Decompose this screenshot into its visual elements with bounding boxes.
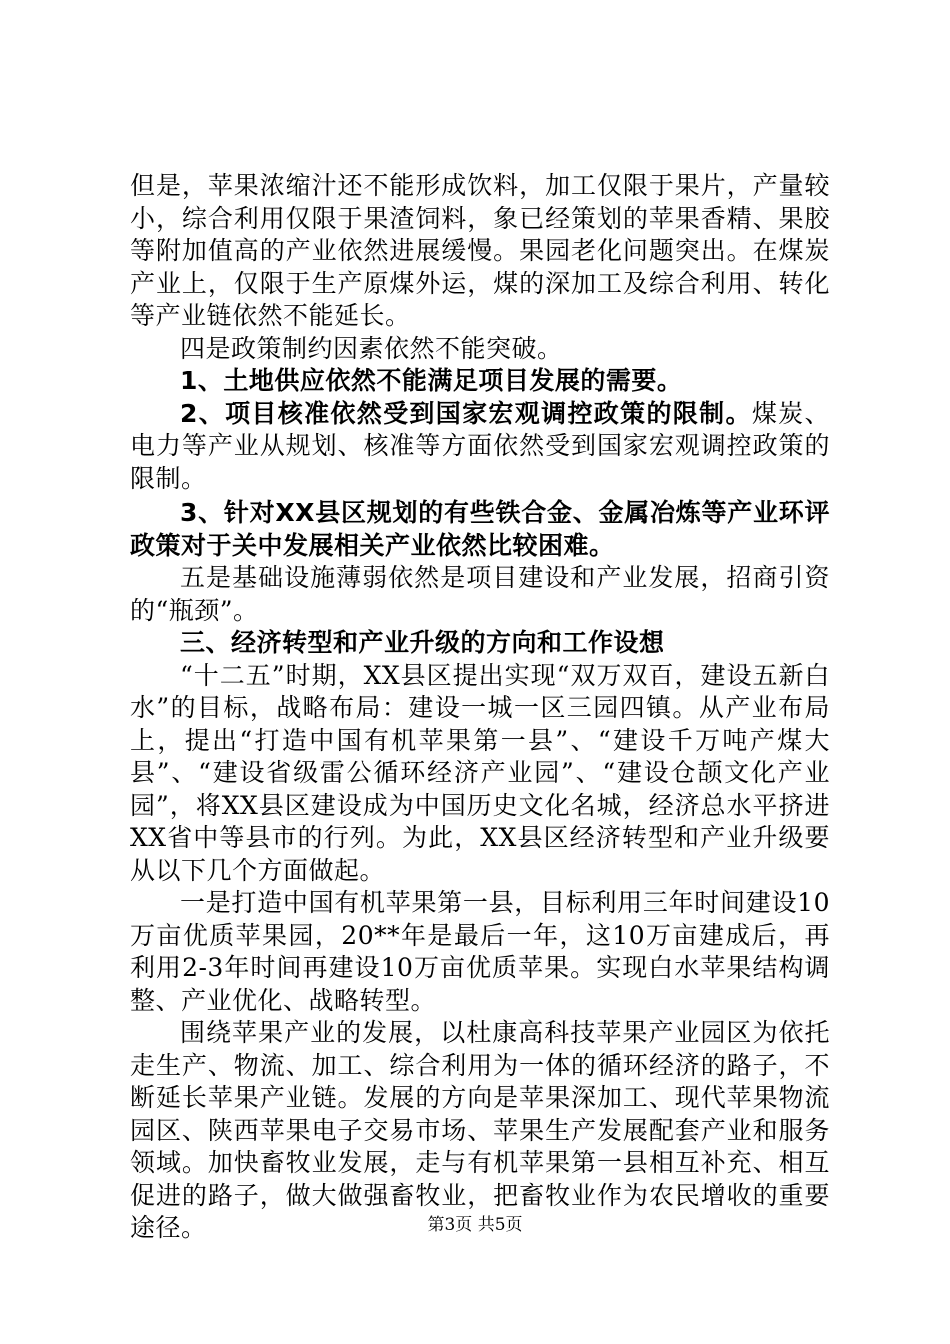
paragraph-apple-coal-industry: 但是，苹果浓缩汁还不能形成饮料，加工仅限于果片，产量较小，综合利用仅限于果渣饲料，象已经策划的苹果香精、果胶等附加值高的产业依然进展缓慢。果园老化问题突出。在煤炭产业上，仅限于生产原煤外运，煤的深加工及综合利用、转化等产业链依然不能延长。	[130, 171, 830, 330]
page-footer: 第3页 共5页	[427, 1215, 523, 1235]
paragraph-policy-constraints: 四是政策制约因素依然不能突破。	[180, 333, 563, 363]
paragraph-organic-apple-county: 一是打造中国有机苹果第一县，目标利用三年时间建设10万亩优质苹果园，20**年是最后一年，这10万亩建成后，再利用2-3年时间再建设10万亩优质苹果。实现白水苹果结构调整、产业优化、战略转型。	[130, 888, 830, 1015]
paragraph-project-approval-heading: 2、项目核准依然受到国家宏观调控政策的限制。	[180, 398, 752, 428]
paragraph-land-supply: 1、土地供应依然不能满足项目发展的需要。	[180, 366, 683, 395]
paragraph-twelfth-five-year: “十二五”时期，XX县区提出实现“双万双百，建设五新白水”的目标，战略布局：建设一城一区三园四镇。从产业布局上，提出“打造中国有机苹果第一县”、“建设千万吨产煤大县”、“建设省级雷公循环经济产业园”、“建设仓颉文化产业园”，将XX县区建设成为中国历史文化名城，经济总水平挤进XX省中等县市的行列。为此，XX县区经济转型和产业升级要从以下几个方面做起。	[130, 660, 830, 885]
paragraph-apple-industry-chain: 围绕苹果产业的发展，以杜康高科技苹果产业园区为依托走生产、物流、加工、综合利用为一体的循环经济的路子，不断延长苹果产业链。发展的方向是苹果深加工、现代苹果物流园区、陕西苹果电子交易市场、苹果生产发展配套产业和服务领域。加快畜牧业发展，走与有机苹果第一县相互补充、相互促进的路子，做大做强畜牧业，把畜牧业作为农民增收的重要途径。	[130, 1018, 830, 1242]
paragraph-infrastructure: 五是基础设施薄弱依然是项目建设和产业发展，招商引资的“瓶颈”。	[130, 563, 830, 625]
section-heading-three: 三、经济转型和产业升级的方向和工作设想	[180, 628, 665, 657]
paragraph-project-approval-text: 煤炭、电力等产业从规划、核准等方面依然受到国家宏观调控政策的限制。	[130, 398, 830, 493]
document-body	[130, 170, 830, 1245]
paragraph-project-approval	[130, 398, 830, 496]
paragraph-alloy-smelting: 3、针对XX县区规划的有些铁合金、金属冶炼等产业环评政策对于关中发展相关产业依然比较困难。	[130, 498, 830, 560]
